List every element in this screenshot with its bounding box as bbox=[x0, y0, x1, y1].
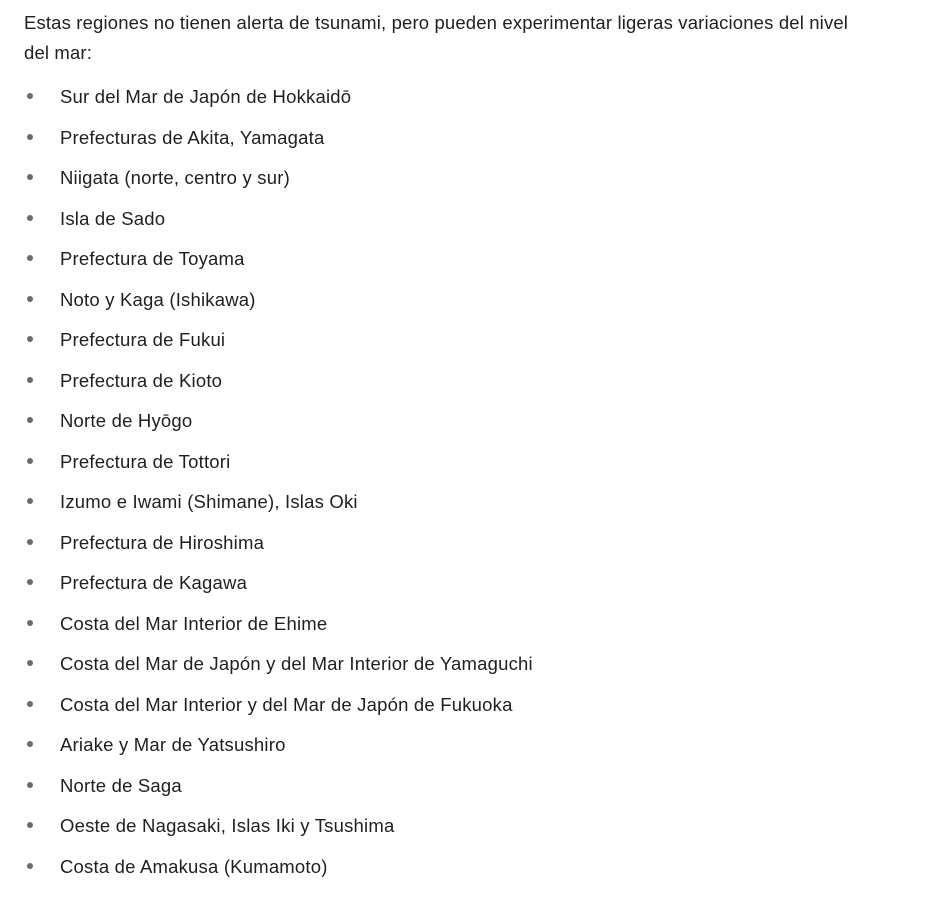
bullet-icon bbox=[27, 417, 33, 423]
list-item-text: Prefecturas de Akita, Yamagata bbox=[60, 126, 325, 148]
list-item bbox=[24, 320, 922, 361]
list-item-text: Prefectura de Toyama bbox=[60, 248, 245, 270]
list-item-text: Isla de Sado bbox=[60, 207, 166, 229]
list-item-text: Prefectura de Fukui bbox=[60, 329, 226, 351]
list-item-text: Ariake y Mar de Yatsushiro bbox=[60, 734, 286, 756]
bullet-icon bbox=[27, 377, 33, 383]
bullet-icon bbox=[27, 701, 33, 707]
list-item-text: Norte de Hyōgo bbox=[60, 410, 193, 432]
bullet-icon bbox=[27, 296, 33, 302]
list-item bbox=[24, 118, 922, 159]
bullet-icon bbox=[27, 579, 33, 585]
bullet-icon bbox=[27, 174, 33, 180]
list-item-text: Prefectura de Tottori bbox=[60, 450, 231, 472]
bullet-icon bbox=[27, 539, 33, 545]
bullet-icon bbox=[27, 93, 33, 99]
bullet-icon bbox=[27, 134, 33, 140]
bullet-icon bbox=[27, 336, 33, 342]
bullet-icon bbox=[27, 741, 33, 747]
list-item bbox=[24, 239, 922, 280]
bullet-icon bbox=[27, 782, 33, 788]
list-item bbox=[24, 644, 922, 685]
list-item bbox=[24, 806, 922, 847]
list-item-text: Noto y Kaga (Ishikawa) bbox=[60, 288, 256, 310]
list-item bbox=[24, 523, 922, 564]
bullet-icon bbox=[27, 660, 33, 666]
list-item-text: Costa del Mar Interior y del Mar de Japón de Fukuoka bbox=[60, 693, 513, 715]
list-item bbox=[24, 685, 922, 726]
list-item bbox=[24, 280, 922, 321]
list-item bbox=[24, 158, 922, 199]
list-item bbox=[24, 199, 922, 240]
list-item-text: Costa de Amakusa (Kumamoto) bbox=[60, 855, 328, 877]
list-item-text: Costa del Mar de Japón y del Mar Interior de Yamaguchi bbox=[60, 653, 533, 675]
bullet-icon bbox=[27, 863, 33, 869]
list-item-text: Prefectura de Hiroshima bbox=[60, 531, 265, 553]
list-item bbox=[24, 766, 922, 807]
list-item bbox=[24, 604, 922, 645]
list-item-text: Prefectura de Kagawa bbox=[60, 572, 248, 594]
list-item-text: Niigata (norte, centro y sur) bbox=[60, 167, 290, 189]
list-item bbox=[24, 361, 922, 402]
list-item-text: Norte de Saga bbox=[60, 774, 182, 796]
list-item-text: Prefectura de Kioto bbox=[60, 369, 223, 391]
bullet-icon bbox=[27, 498, 33, 504]
bullet-icon bbox=[27, 458, 33, 464]
list-item-text: Sur del Mar de Japón de Hokkaidō bbox=[60, 86, 352, 108]
list-item bbox=[24, 563, 922, 604]
bullet-icon bbox=[27, 255, 33, 261]
list-item-text: Costa del Mar Interior de Ehime bbox=[60, 612, 328, 634]
bullet-icon bbox=[27, 620, 33, 626]
intro-paragraph: Estas regiones no tienen alerta de tsunami, pero pueden experimentar ligeras variaciones del nivel del mar: bbox=[24, 12, 849, 63]
region-list bbox=[24, 77, 922, 887]
list-item bbox=[24, 442, 922, 483]
bullet-icon bbox=[27, 215, 33, 221]
list-item bbox=[24, 401, 922, 442]
list-item bbox=[24, 77, 922, 118]
list-item-text: Oeste de Nagasaki, Islas Iki y Tsushima bbox=[60, 815, 395, 837]
bullet-icon bbox=[27, 822, 33, 828]
list-item bbox=[24, 482, 922, 523]
list-item bbox=[24, 725, 922, 766]
list-item bbox=[24, 847, 922, 888]
list-item-text: Izumo e Iwami (Shimane), Islas Oki bbox=[60, 491, 358, 513]
